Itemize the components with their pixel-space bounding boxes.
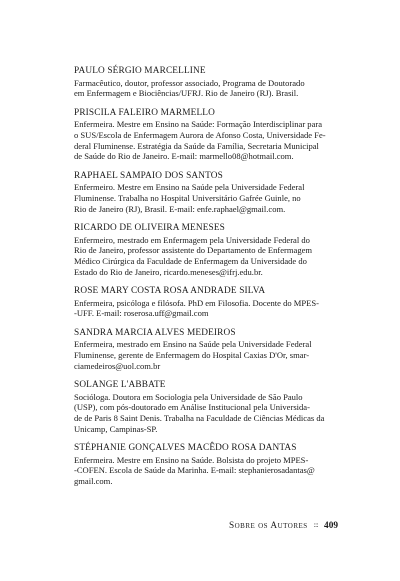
- author-entry: [74, 328, 338, 371]
- bio-line: Enfermeira. Mestre em Ensino na Saúde: Formação Interdisciplinar para: [74, 119, 323, 130]
- bio-line: o SUS/Escola de Enfermagem Aurora de Afonso Costa, Universidade Fe-: [74, 129, 326, 140]
- author-name: RICARDO DE OLIVEIRA MENESES: [74, 223, 225, 234]
- author-name: ROSE MARY COSTA ROSA ANDRADE SILVA: [74, 286, 266, 297]
- bio-line: em Enfermagem e Biociências/UFRJ. Rio de Janeiro (RJ). Brasil.: [74, 88, 299, 99]
- bio-line: Rio de Janeiro (RJ), Brasil. E-mail: enfe.raphael@gmail.com.: [74, 203, 286, 214]
- author-entry: [74, 380, 338, 434]
- bio-line: Estado do Rio de Janeiro, ricardo.meneses@ifrj.edu.br.: [74, 266, 263, 277]
- running-section-title: Sobre os Autores: [228, 521, 308, 531]
- bio-line: -COFEN. Escola de Saúde da Marinha. E-mail: stephanierosadantas@: [74, 465, 315, 476]
- bio-line: de de Paris 8 Saint Denis. Trabalha na Faculdade de Ciências Médicas da: [74, 413, 325, 424]
- bio-line: de Saúde do Rio de Janeiro. E-mail: marmello08@hotmail.com.: [74, 151, 294, 162]
- bio-line: Farmacêutico, doutor, professor associado, Programa de Doutorado: [74, 77, 305, 88]
- bio-line: ciamedeiros@uol.com.br: [74, 360, 161, 371]
- page-number: 409: [324, 521, 338, 531]
- bio-line: Fluminense. Trabalha no Hospital Universitário Gafrée Guinle, no: [74, 192, 301, 203]
- bio-line: Enfermeira. Mestre em Ensino na Saúde. Bolsista do projeto MPES-: [74, 454, 309, 465]
- bio-line: Enfermeiro. Mestre em Ensino na Saúde pela Universidade Federal: [74, 182, 305, 193]
- bio-line: -UFF. E-mail: roserosa.uff@gmail.com: [74, 308, 209, 319]
- author-bios-list: [74, 66, 338, 496]
- bio-line: gmail.com.: [74, 476, 113, 486]
- bio-line: Fluminense, gerente de Enfermagem do Hospital Caxias D'Or, smar-: [74, 350, 310, 361]
- bio-line: Unicamp, Campinas-SP.: [74, 423, 158, 434]
- author-bio: [74, 78, 338, 99]
- author-name: RAPHAEL SAMPAIO DOS SANTOS: [74, 170, 223, 181]
- author-name: SANDRA MARCIA ALVES MEDEIROS: [74, 327, 236, 338]
- author-bio: [74, 339, 338, 371]
- author-bio: [74, 119, 338, 161]
- bio-line: (USP), com pós-doutorado em Análise Institucional pela Universida-: [74, 402, 310, 413]
- bio-line: Rio de Janeiro, professor assistente do Departamento de Enfermagem: [74, 245, 313, 256]
- bio-line: Enfermeiro, mestrado em Enfermagem pela Universidade Federal do: [74, 234, 310, 245]
- author-bio: [74, 182, 338, 214]
- author-name: STÉPHANIE GONÇALVES MACÊDO ROSA DANTAS: [74, 443, 297, 454]
- bio-line: Enfermeira, mestrado em Ensino na Saúde pela Universidade Federal: [74, 339, 312, 350]
- author-bio: [74, 392, 338, 434]
- author-bio: [74, 298, 338, 319]
- author-name: PRISCILA FALEIRO MARMELLO: [74, 107, 215, 118]
- author-name: PAULO SÉRGIO MARCELLINE: [74, 66, 206, 76]
- bio-line: Enfermeira, psicóloga e filósofa. PhD em Filosofia. Docente do MPES-: [74, 297, 319, 308]
- author-entry: [74, 66, 338, 99]
- author-entry: [74, 171, 338, 214]
- bio-line: deral Fluminense. Estratégia da Saúde da Família, Secretaria Municipal: [74, 140, 319, 151]
- author-bio: [74, 455, 338, 487]
- bio-line: Socióloga. Doutora em Sociologia pela Universidade de São Paulo: [74, 391, 303, 402]
- bio-line: Médico Cirúrgica da Faculdade de Enfermagem da Universidade do: [74, 255, 307, 266]
- author-entry: [74, 108, 338, 162]
- author-entry: [74, 286, 338, 319]
- page-footer: [200, 521, 338, 531]
- author-entry: [74, 223, 338, 277]
- author-name: SOLANGE L'ABBATE: [74, 380, 166, 391]
- author-entry: [74, 443, 338, 486]
- footer-separator: :::: [313, 521, 319, 529]
- author-bio: [74, 235, 338, 277]
